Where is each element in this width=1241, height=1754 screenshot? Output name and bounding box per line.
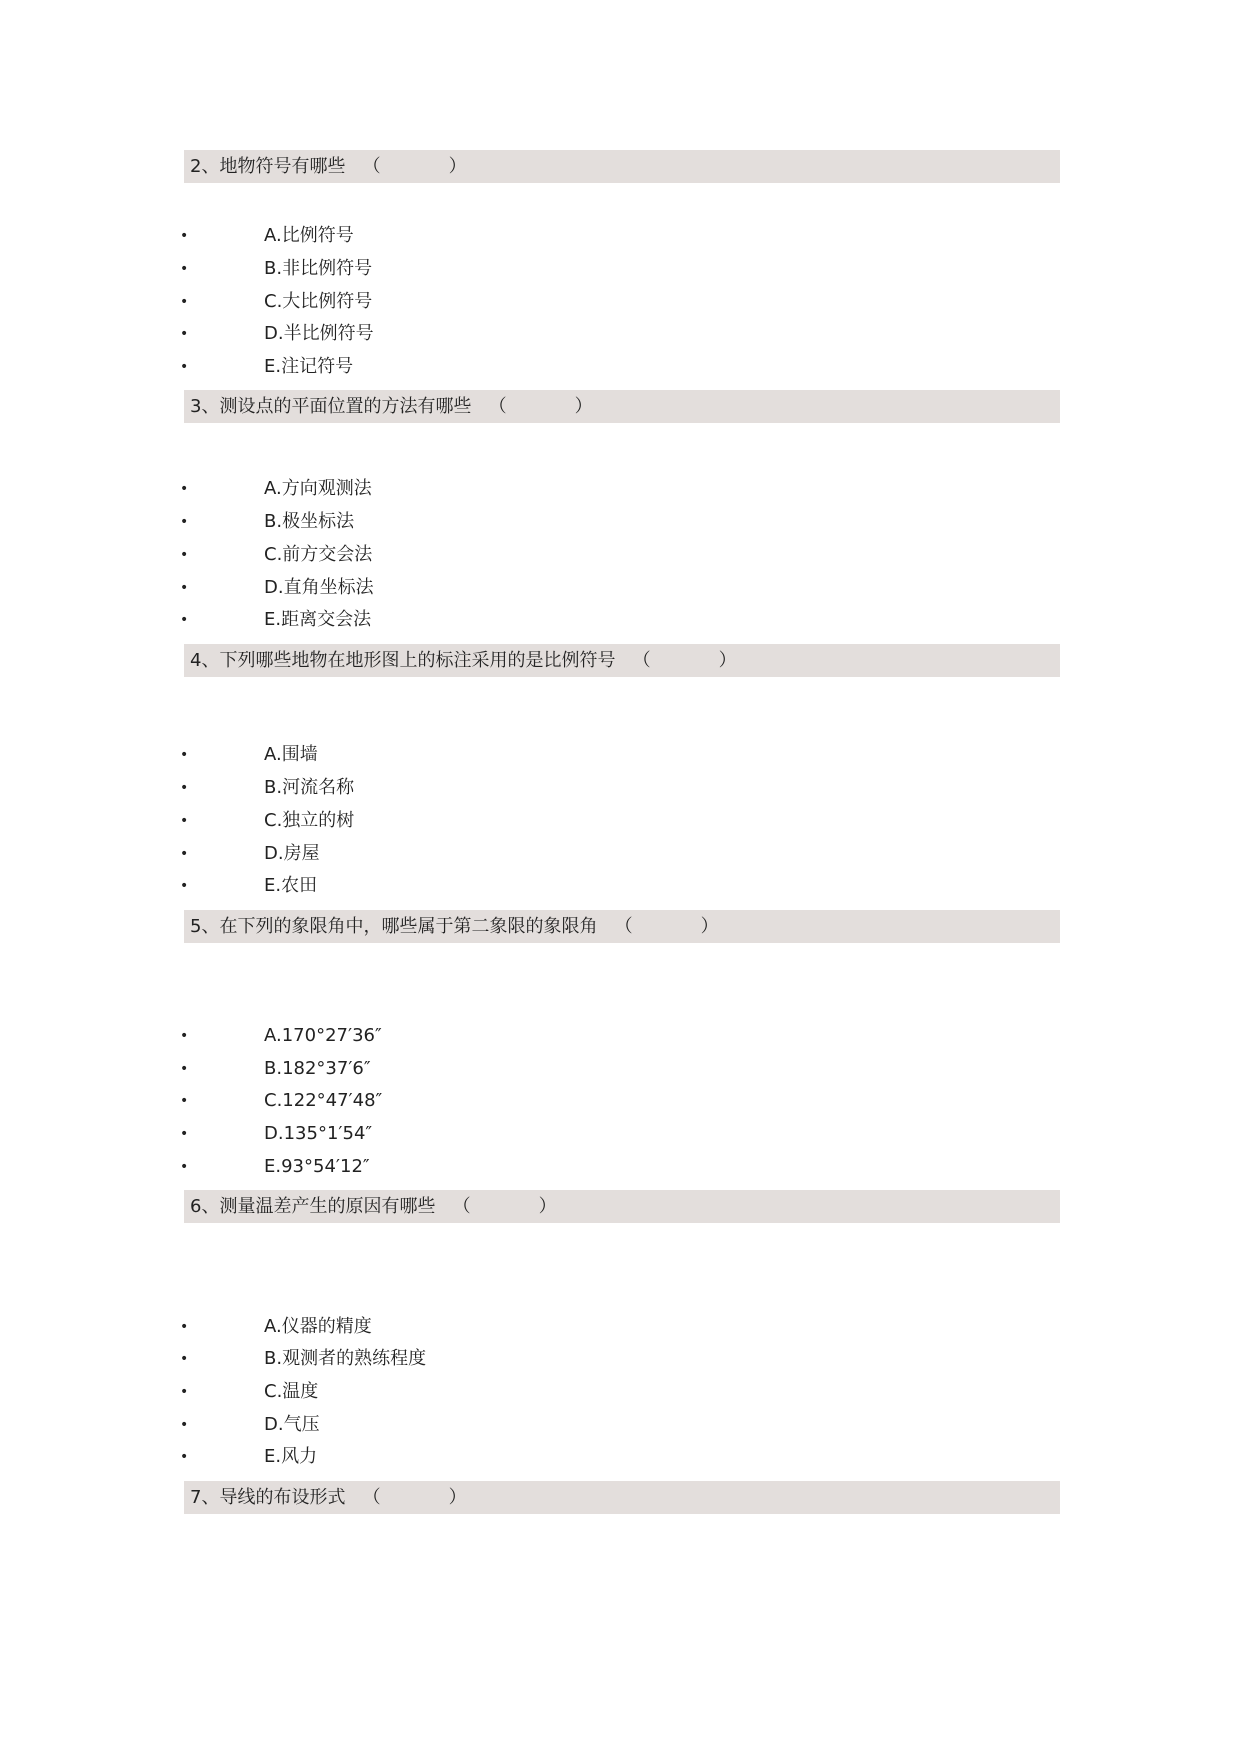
bullet-icon: • — [180, 1319, 189, 1335]
option-label: E.注记符号 — [264, 356, 354, 377]
option-label: A.围墙 — [264, 744, 318, 765]
question-text: 、在下列的象限角中，哪些属于第二象限的象限角 — [201, 916, 598, 937]
bullet-icon: • — [180, 612, 189, 628]
question-number: 5 — [190, 916, 202, 937]
option-label: A.仪器的精度 — [264, 1316, 372, 1337]
bullet-icon: • — [180, 481, 189, 497]
question-text: 、导线的布设形式 — [201, 1487, 346, 1508]
bullet-icon: • — [180, 1061, 189, 1077]
question-number: 3 — [190, 396, 202, 417]
question-6-header — [184, 1190, 1060, 1223]
bullet-icon: • — [180, 261, 189, 277]
question-3-header — [184, 390, 1060, 423]
bullet-icon: • — [180, 878, 189, 894]
answer-paren-close: ） — [700, 916, 719, 937]
bullet-icon: • — [180, 1417, 189, 1433]
bullet-icon: • — [180, 547, 189, 563]
question-number: 4 — [190, 650, 202, 671]
bullet-icon: • — [180, 580, 189, 596]
bullet-icon: • — [180, 1384, 189, 1400]
bullet-icon: • — [180, 1159, 189, 1175]
option-label: D.气压 — [264, 1414, 320, 1435]
option-label: C.前方交会法 — [264, 544, 373, 565]
question-text: 、测量温差产生的原因有哪些 — [201, 1196, 436, 1217]
bullet-icon: • — [180, 1093, 189, 1109]
answer-paren-open: （ — [632, 650, 651, 671]
answer-paren-open: （ — [362, 1487, 381, 1508]
answer-paren-close: ） — [718, 650, 737, 671]
answer-paren-open: （ — [614, 916, 633, 937]
option-label: B.非比例符号 — [264, 258, 373, 279]
option-label: A.比例符号 — [264, 225, 354, 246]
answer-paren-open: （ — [452, 1196, 471, 1217]
question-text: 、测设点的平面位置的方法有哪些 — [201, 396, 472, 417]
option-label: B.河流名称 — [264, 777, 355, 798]
question-number: 6 — [190, 1196, 202, 1217]
question-4-header — [184, 644, 1060, 677]
question-text: 、下列哪些地物在地形图上的标注采用的是比例符号 — [201, 650, 616, 671]
question-7-header — [184, 1481, 1060, 1514]
question-number: 7 — [190, 1487, 202, 1508]
option-label: E.93°54′12″ — [264, 1156, 370, 1177]
answer-paren-open: （ — [488, 396, 507, 417]
bullet-icon: • — [180, 1351, 189, 1367]
bullet-icon: • — [180, 846, 189, 862]
option-label: A.170°27′36″ — [264, 1025, 382, 1046]
option-label: E.农田 — [264, 875, 318, 896]
option-label: B.182°37′6″ — [264, 1058, 371, 1079]
answer-paren-close: ） — [448, 156, 467, 177]
answer-paren-close: ） — [574, 396, 593, 417]
bullet-icon: • — [180, 514, 189, 530]
option-label: E.距离交会法 — [264, 609, 372, 630]
option-label: C.温度 — [264, 1381, 319, 1402]
option-label: B.观测者的熟练程度 — [264, 1348, 427, 1369]
answer-paren-close: ） — [538, 1196, 557, 1217]
bullet-icon: • — [180, 294, 189, 310]
option-label: D.135°1′54″ — [264, 1123, 373, 1144]
bullet-icon: • — [180, 1126, 189, 1142]
question-text: 、地物符号有哪些 — [201, 156, 346, 177]
answer-paren-close: ） — [448, 1487, 467, 1508]
option-label: C.大比例符号 — [264, 291, 373, 312]
question-2-header — [184, 150, 1060, 183]
bullet-icon: • — [180, 326, 189, 342]
option-label: D.直角坐标法 — [264, 577, 374, 598]
question-5-header — [184, 910, 1060, 943]
option-label: C.122°47′48″ — [264, 1090, 383, 1111]
option-label: D.半比例符号 — [264, 323, 374, 344]
option-label: B.极坐标法 — [264, 511, 355, 532]
question-number: 2 — [190, 156, 202, 177]
option-label: E.风力 — [264, 1446, 318, 1467]
bullet-icon: • — [180, 747, 189, 763]
option-label: A.方向观测法 — [264, 478, 372, 499]
answer-paren-open: （ — [362, 156, 381, 177]
bullet-icon: • — [180, 1449, 189, 1465]
option-label: C.独立的树 — [264, 810, 355, 831]
bullet-icon: • — [180, 228, 189, 244]
bullet-icon: • — [180, 1028, 189, 1044]
bullet-icon: • — [180, 813, 189, 829]
bullet-icon: • — [180, 780, 189, 796]
bullet-icon: • — [180, 359, 189, 375]
option-label: D.房屋 — [264, 843, 320, 864]
